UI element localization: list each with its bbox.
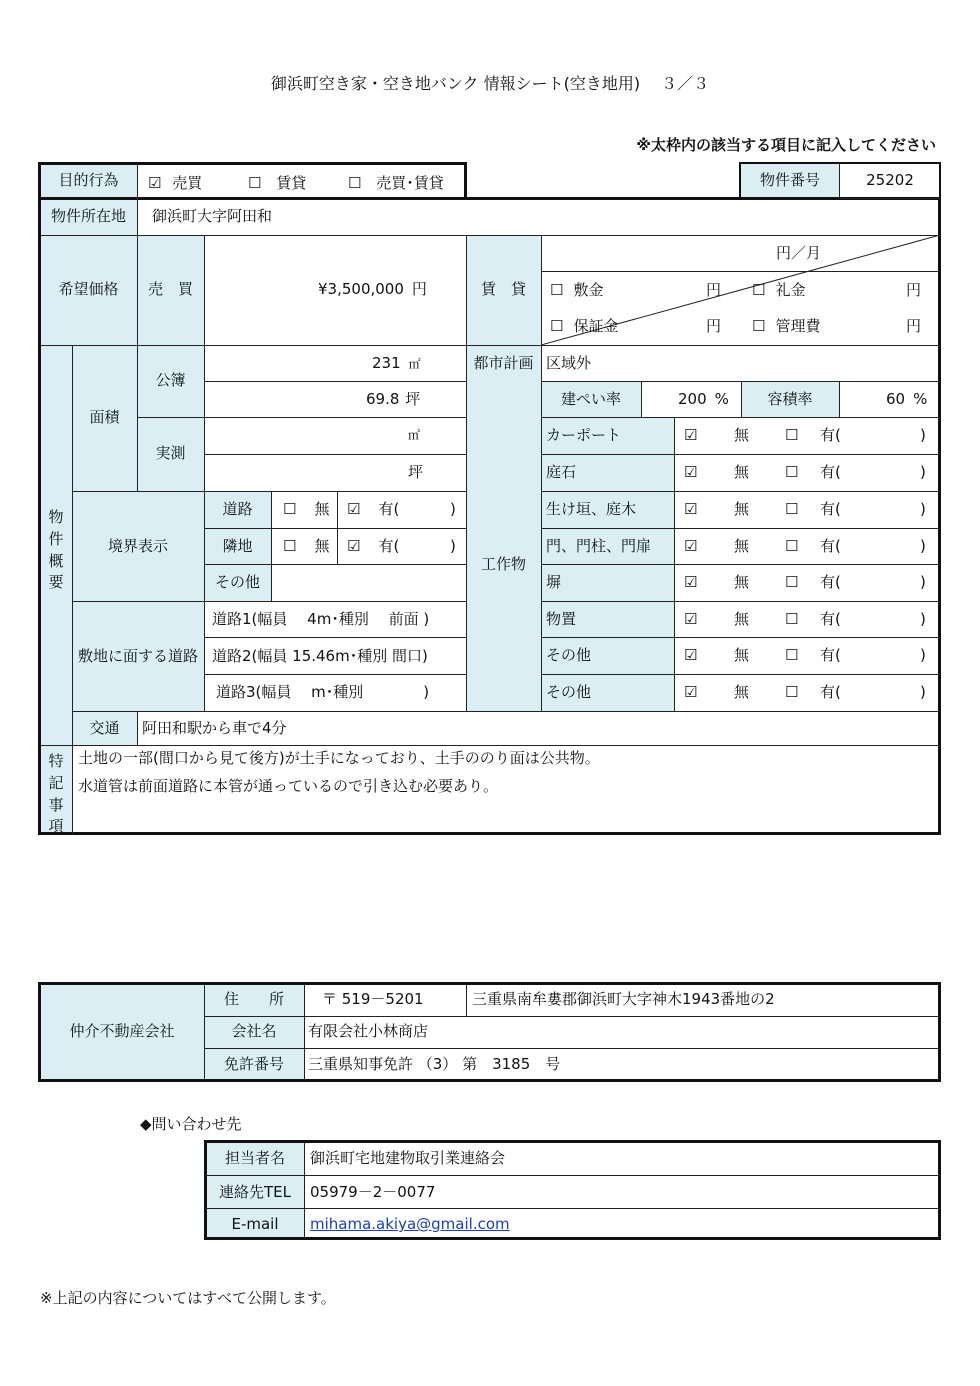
city-planning-label: 都市計画 [473, 354, 534, 372]
checkbox-icon[interactable]: ☐ [785, 573, 799, 591]
contact-heading: ◆問い合わせ先 [140, 1115, 242, 1133]
boundary-neighbor-close: ) [450, 537, 456, 555]
road-row-2: 道路2(幅員 15.46m･種別 間口) [212, 647, 428, 665]
boundary-road-close: ) [450, 500, 456, 518]
boundary-other-label: その他 [214, 573, 260, 591]
agent-address: 三重県南牟婁郡御浜町大字神木1943番地の2 [472, 990, 775, 1008]
structure-none-label: 無 [734, 646, 750, 664]
checkbox-icon: ☐ [550, 317, 564, 335]
key-money-unit: 円 [906, 281, 922, 299]
structure-name: 門、門柱、門扉 [546, 537, 652, 555]
guarantee-option[interactable]: ☐ 保証金 [550, 317, 619, 335]
structure-yes-label: 有( [820, 537, 841, 555]
purpose-option-rent[interactable]: ☐ 賃貸 [248, 174, 307, 192]
checkbox-checked-icon[interactable]: ☑ [684, 426, 698, 444]
structure-none-label: 無 [734, 537, 750, 555]
price-label: 希望価格 [58, 280, 119, 298]
registry-area-sqm: 231 ㎡ [372, 354, 421, 372]
structure-yes-label: 有( [820, 573, 841, 591]
checkbox-icon: ☐ [752, 317, 766, 335]
sale-price-label: 売 買 [147, 280, 193, 298]
area-label: 面積 [89, 408, 120, 426]
remarks-line-2: 水道管は前面道路に本管が通っているので引き込む必要あり。 [78, 777, 499, 795]
registry-area-label: 公簿 [155, 371, 186, 389]
checkbox-checked-icon[interactable]: ☑ [684, 537, 698, 555]
access-value: 阿田和駅から車で4分 [142, 719, 287, 737]
structure-name: 塀 [546, 573, 562, 591]
city-planning-value: 区域外 [546, 354, 592, 372]
actual-area-label: 実測 [155, 444, 186, 462]
agent-license: 三重県知事免許 （3） 第 3185 号 [308, 1055, 561, 1073]
registry-area-tsubo: 69.8 坪 [366, 390, 421, 408]
coverage-ratio-value: 200 % [678, 390, 729, 408]
contact-person: 御浜町宅地建物取引業連絡会 [310, 1149, 506, 1167]
checkbox-icon: ☐ [348, 174, 362, 192]
structure-name: その他 [546, 646, 592, 664]
structure-close-paren: ) [920, 500, 926, 518]
structure-yes-label: 有( [820, 683, 841, 701]
floor-area-ratio-value: 60 % [886, 390, 928, 408]
overview-label: 物件概要 [48, 508, 64, 592]
agent-company: 有限会社小林商店 [308, 1022, 429, 1040]
checkbox-icon[interactable]: ☐ [785, 610, 799, 628]
structure-none-label: 無 [734, 426, 750, 444]
actual-area-tsubo-unit: 坪 [408, 463, 424, 481]
structure-close-paren: ) [920, 573, 926, 591]
management-fee-unit: 円 [906, 317, 922, 335]
floor-area-ratio-label: 容積率 [767, 390, 813, 408]
structure-close-paren: ) [920, 537, 926, 555]
management-fee-option[interactable]: ☐ 管理費 [752, 317, 821, 335]
agent-zip: 〒 519－5201 [322, 990, 424, 1008]
page-title: 御浜町空き家・空き地バンク 情報シート(空き地用) ３／３ [270, 74, 710, 93]
agent-label: 仲介不動産会社 [69, 1022, 175, 1040]
checkbox-checked-icon[interactable]: ☑ [684, 646, 698, 664]
actual-area-sqm-unit: ㎡ [408, 428, 421, 442]
structure-close-paren: ) [920, 646, 926, 664]
rent-price-label: 賃 貸 [480, 280, 526, 298]
structure-name: 庭石 [546, 463, 577, 481]
deposit-unit: 円 [706, 281, 722, 299]
sale-price-value: ¥3,500,000 円 [318, 280, 427, 298]
rent-monthly-unit: 円／月 [776, 244, 822, 262]
remarks-label: 特記事項 [48, 752, 64, 836]
checkbox-icon: ☐ [283, 537, 297, 555]
guarantee-unit: 円 [706, 317, 722, 335]
checkbox-checked-icon[interactable]: ☑ [684, 573, 698, 591]
checkbox-icon[interactable]: ☐ [785, 426, 799, 444]
deposit-option[interactable]: ☐ 敷金 [550, 281, 604, 299]
instruction-note: ※太枠内の該当する項目に記入してください [636, 136, 936, 154]
structure-close-paren: ) [920, 426, 926, 444]
remarks-line-1: 土地の一部(間口から見て後方)が土手になっており、土手ののり面は公共物。 [78, 749, 600, 767]
checkbox-icon[interactable]: ☐ [785, 500, 799, 518]
structure-close-paren: ) [920, 463, 926, 481]
contact-tel-label: 連絡先TEL [219, 1183, 291, 1201]
boundary-neighbor-label: 隣地 [222, 537, 253, 555]
agent-company-label: 会社名 [231, 1022, 277, 1040]
road-row-3: 道路3(幅員 m･種別 ) [216, 683, 430, 701]
boundary-road-yes[interactable]: ☑ 有( [347, 500, 400, 518]
checkbox-checked-icon[interactable]: ☑ [684, 463, 698, 481]
purpose-option-sale[interactable]: ☑ 売買 [148, 174, 203, 192]
boundary-label: 境界表示 [107, 537, 168, 555]
footer-note: ※上記の内容についてはすべて公開します。 [40, 1289, 336, 1307]
structure-none-label: 無 [734, 463, 750, 481]
boundary-road-label: 道路 [222, 500, 253, 518]
checkbox-icon: ☐ [283, 500, 297, 518]
checkbox-icon: ☐ [248, 174, 262, 192]
checkbox-checked-icon: ☑ [148, 174, 162, 192]
structure-close-paren: ) [920, 683, 926, 701]
property-number-label: 物件番号 [759, 171, 820, 189]
property-number-value: 25202 [866, 171, 914, 189]
agent-address-label: 住 所 [223, 990, 284, 1008]
structure-yes-label: 有( [820, 610, 841, 628]
structure-yes-label: 有( [820, 426, 841, 444]
agent-license-label: 免許番号 [223, 1055, 284, 1073]
structure-yes-label: 有( [820, 463, 841, 481]
checkbox-checked-icon[interactable]: ☑ [684, 500, 698, 518]
structure-none-label: 無 [734, 610, 750, 628]
checkbox-icon[interactable]: ☐ [785, 646, 799, 664]
key-money-option[interactable]: ☐ 礼金 [752, 281, 806, 299]
checkbox-icon: ☐ [550, 281, 564, 299]
checkbox-icon: ☐ [752, 281, 766, 299]
purpose-option-both[interactable]: ☐ 売買･賃貸 [348, 174, 444, 192]
checkbox-checked-icon: ☑ [347, 500, 361, 518]
checkbox-checked-icon[interactable]: ☑ [684, 610, 698, 628]
contact-tel: 05979－2－0077 [310, 1183, 436, 1201]
structure-name: 物置 [546, 610, 577, 628]
structure-yes-label: 有( [820, 500, 841, 518]
access-label: 交通 [89, 719, 120, 737]
structure-name: その他 [546, 683, 592, 701]
boundary-neighbor-none[interactable]: ☐ 無 [283, 537, 330, 555]
boundary-neighbor-yes[interactable]: ☑ 有( [347, 537, 400, 555]
contact-person-label: 担当者名 [224, 1149, 285, 1167]
checkbox-icon[interactable]: ☐ [785, 463, 799, 481]
checkbox-checked-icon: ☑ [347, 537, 361, 555]
boundary-road-none[interactable]: ☐ 無 [283, 500, 330, 518]
structure-close-paren: ) [920, 610, 926, 628]
purpose-label: 目的行為 [58, 171, 119, 189]
contact-email-link[interactable]: mihama.akiya@gmail.com [310, 1215, 510, 1233]
checkbox-icon[interactable]: ☐ [785, 537, 799, 555]
structure-name: 生け垣、庭木 [546, 500, 637, 518]
structures-label: 工作物 [480, 555, 526, 573]
road-row-1: 道路1(幅員 4m･種別 前面 ) [212, 610, 430, 628]
structure-none-label: 無 [734, 573, 750, 591]
location-label: 物件所在地 [50, 207, 126, 225]
road-label: 敷地に面する道路 [77, 647, 198, 665]
structure-none-label: 無 [734, 500, 750, 518]
checkbox-icon[interactable]: ☐ [785, 683, 799, 701]
structure-name: カーポート [546, 426, 622, 444]
location-value: 御浜町大字阿田和 [152, 207, 273, 225]
contact-email-label: E-mail [231, 1215, 279, 1233]
structure-none-label: 無 [734, 683, 750, 701]
checkbox-checked-icon[interactable]: ☑ [684, 683, 698, 701]
coverage-ratio-label: 建ぺい率 [560, 390, 621, 408]
structure-yes-label: 有( [820, 646, 841, 664]
